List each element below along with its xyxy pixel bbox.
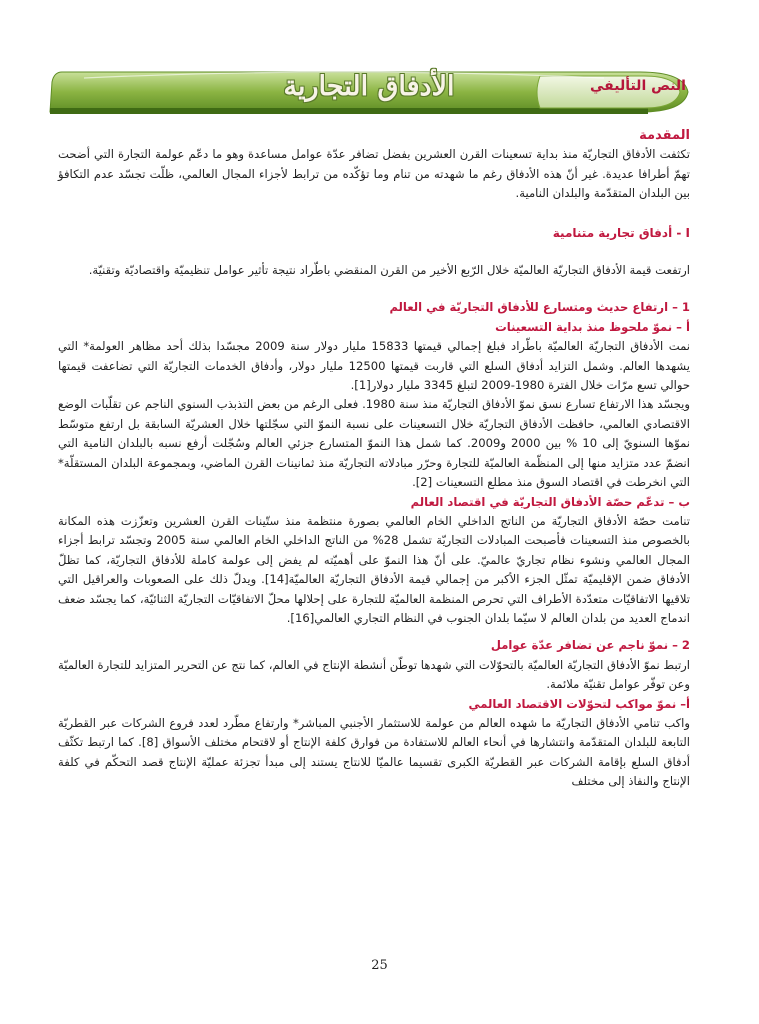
banner-title: الأدفاق التجارية xyxy=(283,71,455,102)
subsection-heading-1-2: 2 – نموّ ناجم عن تضافر عدّة عوامل xyxy=(490,638,690,653)
document-body xyxy=(58,126,690,792)
title-banner xyxy=(44,64,692,120)
paragraph-2: نمت الأدفاق التجاريّة العالميّة باطّراد فبلغ إجمالي قيمتها 15833 مليار دولار سنة 2009 مجسّدا بذلك أحد مظاهر العولمة* التي يشهدها العالم. وشمل التزايد أدفاق السلع التي قاربت قيمتها 12500 مليار دولار، وأدفاق الخدمات التجاريّة التي تضاعفت قيمتها حوالي تسع مرّات خلال الفترة 1980-2009 لتبلغ 3345 مليار دولار[1]. xyxy=(58,339,691,393)
paragraph-6: واكب تنامي الأدفاق التجاريّة ما شهده العالم من عولمة للاستثمار الأجنبي المباشر* وارتفاع مطّرد لعدد فروع الشركات عبر القطريّة التابعة للبلدان المتقدّمة وانتشارها في أنحاء العالم للاستفادة من فوارق كلفة الإنتاج أو لاقتحام مختلف الأسواق [8]. كما ارتبط تكثّف أدفاق السلع بإقامة الشركات عبر القطريّة الكبرى تقسيما عالميّا للانتاج يستند إلى مبدأ تجزئة عمليّة الإنتاج قصد التحكّم في كلفة الإنتاج والنفاذ إلى مختلف xyxy=(58,715,690,789)
paragraph-4: تنامت حصّة الأدفاق التجاريّة من الناتج الداخلي الخام العالمي بصورة منتظمة منذ ستّينات القرن العشرين وتعزّزت هذه المكانة بالخصوص منذ التسعينات فأصبحت المبادلات التجاريّة تشمل 28% من الناتج الداخلي الخام العالمي سنة 2005 وتجسّد ترابط أجزاء المجال العالمي ونشوء نظام تجاريّ عالميّ. على أنّ هذا النموّ على أهميّته لم يفض إلى عولمة كاملة للأدفاق التجاريّة، كما تظلّ الأدفاق ضمن الإقليميّة تمثّل الجزء الأكبر من إجمالي قيمة الأدفاق التجاريّة العالميّة[14]. ويدلّ ذلك على الصعوبات والعراقيل التي تلاقيها الاتفاقيّات متعدّدة الأطراف التي تحرص المنظمة العالميّة للتجارة على إحلالها محلّ الاتفاقيّات التجاريّة الثنائيّة، كما يجسّد ضعف اندماج العديد من بلدان العالم لا سيّما بلدان الجنوب في النظام التجاري العالمي[16]. xyxy=(58,513,691,625)
paragraph-3: ويجسّد هذا الارتفاع تسارع نسق نموّ الأدفاق التجاريّة منذ سنة 1980. فعلى الرغم من بعض التذبذب السنوي الناجم عن تقلّبات الوضع الاقتصادي العالمي، حافظت الأدفاق التجاريّة خلال التسعينات على نسبة النموّ التي سجّلتها خلال العشريّة السابقة بل ارتفع متوسّط نموّها السنويّ إلى 10 % بين 2000 و2009. كما شمل هذا النموّ المتسارع جزئي العالم وسُجّلت أرفع نسبه بالبلدان النامية التي انضمّ عدد متزايد منها إلى المنظّمة العالميّة للتجارة وحرّر مبادلاته التجاريّة منذ ثمانينات القرن الماضي، وبمجموعة البلدان المستقلّة* التي انخرطت في اقتصاد السوق منذ مطلع التسعينات [2]. xyxy=(58,397,691,490)
section-heading-1: I - أدفاق تجارية متنامية xyxy=(552,225,690,240)
subsection-heading-1-1b: ب – تدعّم حصّة الأدفاق التجاريّة في اقتصاد العالم xyxy=(410,494,690,509)
section-label: النص التأليفي xyxy=(590,78,686,94)
subsection-heading-1-1a: أ – نموّ ملحوظ منذ بداية التسعينات xyxy=(495,319,690,334)
intro-paragraph: تكثفت الأدفاق التجاريّة منذ بداية تسعينات القرن العشرين بفضل تضافر عدّة عوامل مساعدة وهو ما دعّم عولمة التجارة التي أضحت تهمّ أطرافا عديدة. غير أنّ هذه الأدفاق رغم ما شهدته من تنام وما تؤكّده من ترابط لأجزاء المجال العالمي، ظلّت تجسّد عدم التكافؤ بين البلدان المتقدّمة والبلدان النامية. xyxy=(58,147,690,201)
subsection-heading-1-2a: أ– نموّ مواكب لتحوّلات الاقتصاد العالمي xyxy=(468,696,690,711)
paragraph-1: ارتفعت قيمة الأدفاق التجاريّة العالميّة خلال الرّبع الأخير من القرن المنقضي باطّراد نتيجة تأثير عوامل تنظيميّة واقتصاديّة وتقنيّة. xyxy=(88,263,690,278)
paragraph-5: ارتبط نموّ الأدفاق التجاريّة العالميّة بالتحوّلات التي شهدها توطّن أنشطة الإنتاج في العالم، كما نتج عن التحرير المتزايد للتجارة العالميّة وعن توفّر عوامل تقنيّة ملائمة. xyxy=(58,657,690,692)
intro-heading: المقدمة xyxy=(639,128,690,143)
page-number: 25 xyxy=(371,958,388,973)
subsection-heading-1-1: 1 – ارتفاع حديث ومتسارع للأدفاق التجاريّة في العالم xyxy=(389,300,690,315)
